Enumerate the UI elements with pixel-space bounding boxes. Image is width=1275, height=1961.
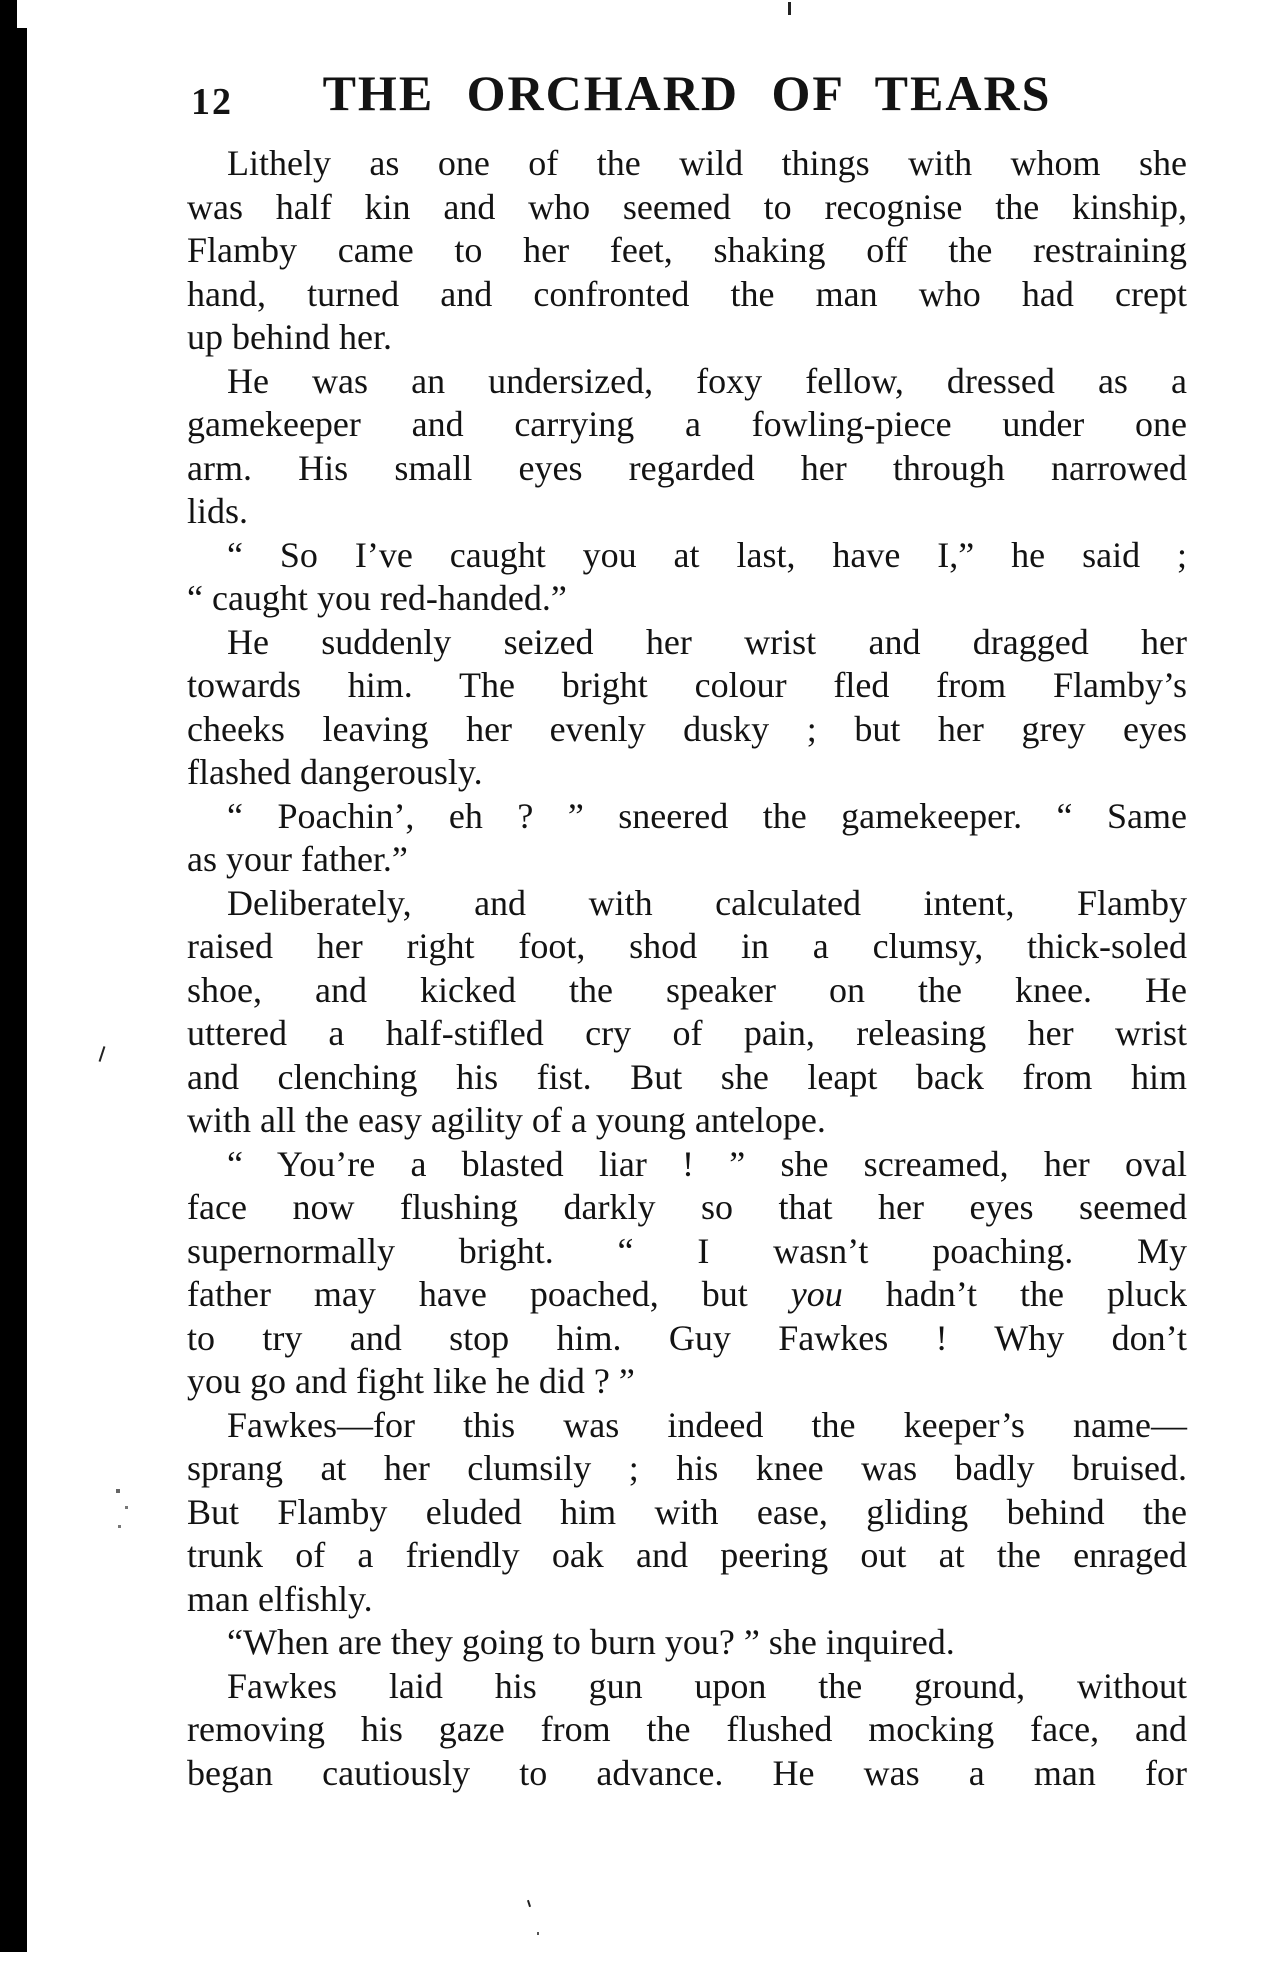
text-line: lids.	[187, 491, 249, 531]
scan-artifact	[99, 1046, 106, 1062]
running-title: THE ORCHARD OF TEARS	[322, 65, 1052, 121]
scan-artifact	[527, 1900, 531, 1907]
text-line: He was an undersized, foxy fellow, dressed as a	[227, 360, 1187, 401]
text-line: as your father.”	[187, 839, 408, 879]
text-line: with all the easy agility of a young antelope.	[187, 1100, 826, 1140]
text-line: “ So I’ve caught you at last, have I,” he said ;	[227, 534, 1187, 575]
text-line: But Flamby eluded him with ease, gliding behind the	[187, 1491, 1187, 1532]
scan-gutter-bar	[0, 28, 27, 1952]
text-line: flashed dangerously.	[187, 752, 483, 792]
text-line: supernormally bright. “ I wasn’t poaching. My	[187, 1230, 1187, 1271]
text-line	[187, 1273, 1187, 1317]
text-block	[187, 142, 1187, 1795]
text-line: shoe, and kicked the speaker on the knee. He	[187, 969, 1187, 1010]
text-line: Fawkes laid his gun upon the ground, without	[227, 1665, 1187, 1706]
text-line: “ You’re a blasted liar ! ” she screamed, her oval	[227, 1143, 1187, 1184]
text-line: Deliberately, and with calculated intent, Flamby	[227, 882, 1187, 923]
text-line: Fawkes—for this was indeed the keeper’s name—	[227, 1404, 1187, 1445]
text-line: and clenching his fist. But she leapt back from him	[187, 1056, 1187, 1097]
text-line: sprang at her clumsily ; his knee was badly bruised.	[187, 1448, 1187, 1488]
text-line: began cautiously to advance. He was a man for	[187, 1752, 1187, 1793]
page-number: 12	[191, 81, 233, 123]
text-line: you go and fight like he did ? ”	[187, 1361, 635, 1401]
text-line: cheeks leaving her evenly dusky ; but her grey eyes	[187, 708, 1187, 749]
text-line: to try and stop him. Guy Fawkes ! Why don’t	[187, 1317, 1187, 1358]
text-line: Lithely as one of the wild things with whom she	[227, 143, 1187, 183]
text-line: hand, turned and confronted the man who had crept	[187, 273, 1187, 314]
text-line: up behind her.	[187, 317, 392, 357]
scan-artifact	[537, 1932, 539, 1935]
text-segment: father may have poached, but	[187, 1274, 791, 1314]
text-line: raised her right foot, shod in a clumsy, thick-soled	[187, 926, 1187, 966]
text-line: trunk of a friendly oak and peering out at the enraged	[187, 1535, 1187, 1575]
scan-artifact	[118, 1525, 121, 1528]
scan-artifact	[788, 2, 791, 15]
text-line: was half kin and who seemed to recognise the kinship,	[187, 186, 1187, 227]
text-line: “ Poachin’, eh ? ” sneered the gamekeeper. “ Same	[227, 795, 1187, 836]
text-line: “ caught you red-handed.”	[187, 578, 567, 618]
text-line: towards him. The bright colour fled from Flamby’s	[187, 665, 1187, 705]
text-line: uttered a half-stifled cry of pain, releasing her wrist	[187, 1013, 1187, 1053]
page-header	[187, 0, 1187, 130]
text-segment: hadn’t the pluck	[842, 1274, 1187, 1314]
text-line: “When are they going to burn you? ” she inquired.	[227, 1622, 955, 1662]
emphasized-word: you	[790, 1274, 843, 1314]
text-line: He suddenly seized her wrist and dragged her	[227, 621, 1187, 662]
scan-artifact	[116, 1489, 120, 1493]
scan-artifact	[125, 1506, 128, 1509]
text-line: Flamby came to her feet, shaking off the restraining	[187, 230, 1187, 270]
text-line: gamekeeper and carrying a fowling-piece under one	[187, 404, 1187, 444]
text-line: removing his gaze from the flushed mocking face, and	[187, 1709, 1187, 1749]
text-line: man elfishly.	[187, 1578, 373, 1619]
text-line: face now flushing darkly so that her eyes seemed	[187, 1187, 1187, 1227]
text-line: arm. His small eyes regarded her through narrowed	[187, 447, 1187, 488]
